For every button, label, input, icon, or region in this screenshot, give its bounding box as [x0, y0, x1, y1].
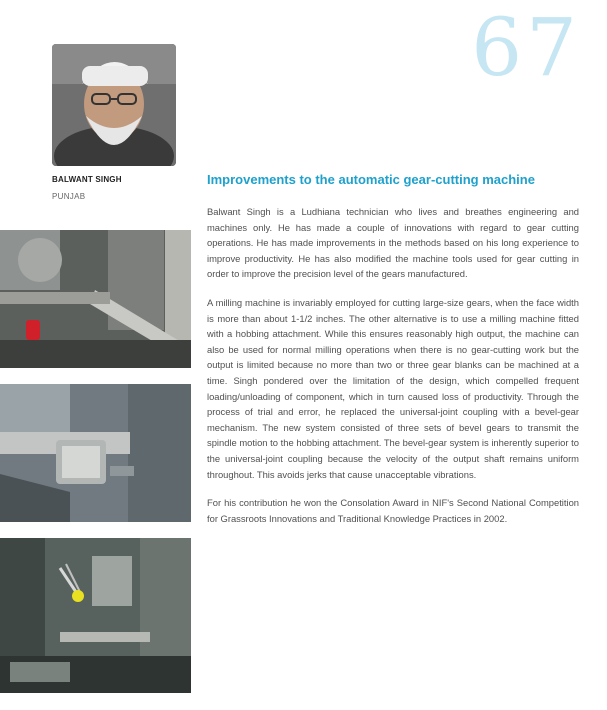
article-paragraph: A milling machine is invariably employed for cutting large-size gears, when the face width is more than about 1-1/2 inches. The other alternative is to use a milling machine fitted with a hobbing attachment. While this ensures reasonably high output, the machine can also be used for normal milling operations when there is no gear-cutting work but the output is limited because no more than two or three gear blanks can be machined at a time. Singh pondered over the limitation of the design, which compelled frequent loading/unloading of component, which in turn caused loss of productivity. Through the process of trial and error, he replaced the universal-joint coupling with a bevel-gear mechanism. The new system consisted of three sets of bevel gears to transmit the spindle motion to the hobbing attachment. The bevel-gear system is inherently superior to the universal-joint coupling because the velocity of the output shaft remains uniform throughout. This avoids jerks that cause unacceptable vibrations.: [207, 296, 579, 480]
author-place: PUNJAB: [52, 192, 86, 201]
article-body: [207, 204, 579, 539]
article-paragraph: For his contribution he won the Consolation Award in NIF's Second National Competition for Grassroots Innovations and Traditional Knowledge Practices in 2002.: [207, 497, 579, 524]
machine-photo-3: [0, 538, 191, 693]
machine-photo-2: [0, 384, 191, 522]
author-name: BALWANT SINGH: [52, 175, 122, 184]
author-portrait: [52, 44, 176, 166]
page-number: 67: [471, 1, 581, 94]
article-paragraph: Balwant Singh is a Ludhiana technician who lives and breathes engineering and machines only. He has made a couple of innovations with regard to gear cutting operations. He has made improvements in the methods based on his long experience to improve productivity. He has also modified the machine tools used for gear cutting in order to improve the precision level of the gears manufactured.: [207, 206, 579, 280]
article-title: Improvements to the automatic gear-cutting machine: [207, 172, 535, 187]
machine-photo-1: [0, 230, 191, 368]
